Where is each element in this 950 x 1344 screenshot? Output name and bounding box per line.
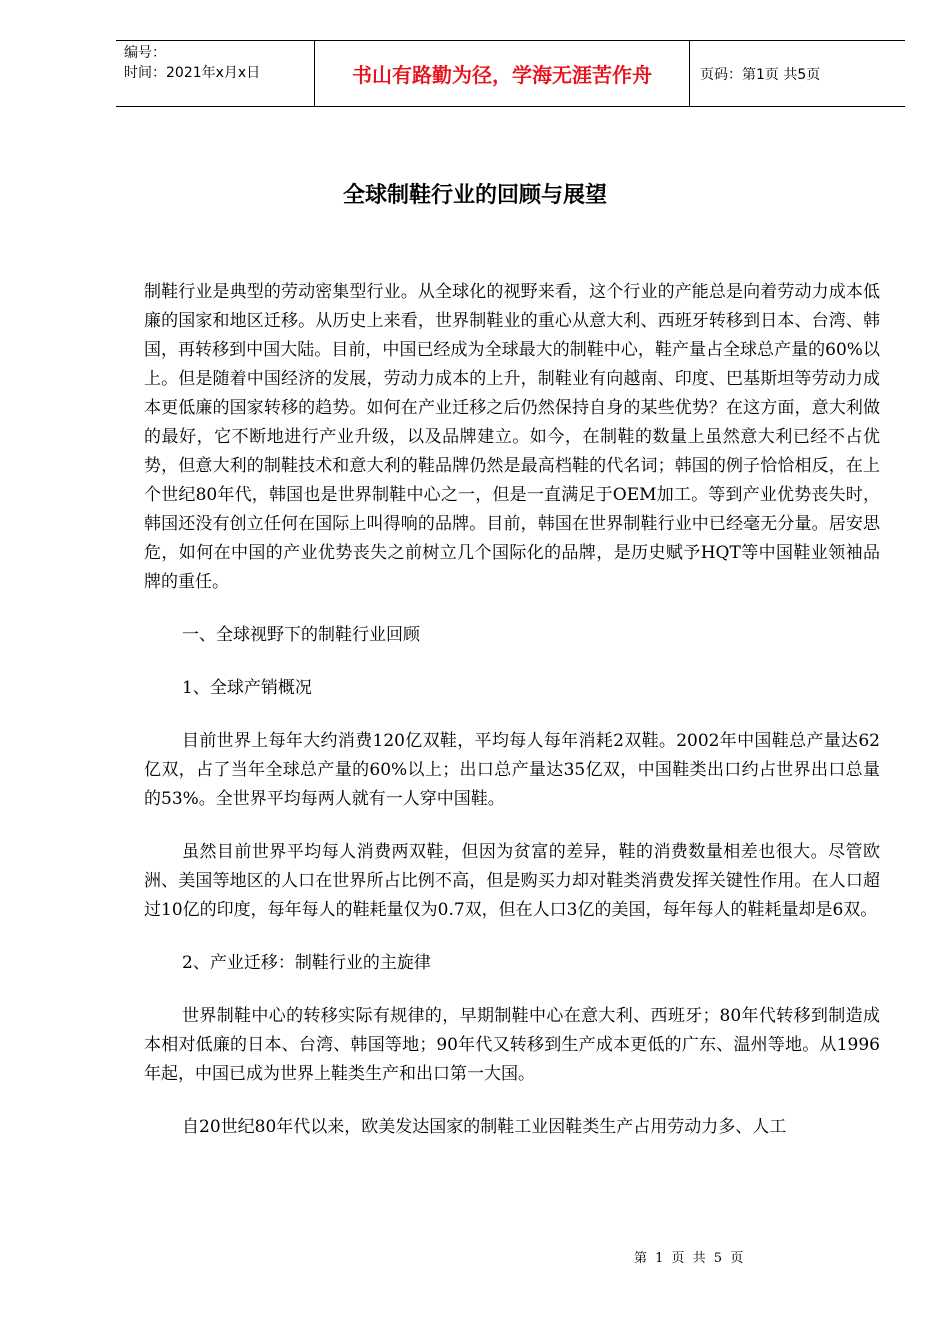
header-motto: 书山有路勤为径，学海无涯苦作舟 [314, 41, 690, 106]
document-body [144, 278, 880, 1142]
document-title: 全球制鞋行业的回顾与展望 [342, 183, 607, 208]
subsection-heading: 1、全球产销概况 [182, 678, 312, 698]
body-paragraph: 目前世界上每年大约消费120亿双鞋，平均每人每年消耗2双鞋。2002年中国鞋总产量达62亿双，占了当年全球总产量的60%以上；出口总产量达35亿双，中国鞋类出口约占世界出口总量的53%。全世界平均每两人就有一人穿中国鞋。 [144, 731, 880, 809]
header-meta [116, 41, 314, 106]
page-footer: 第 1 页 共 5 页 [634, 1251, 746, 1266]
body-paragraph: 自20世纪80年代以来，欧美发达国家的制鞋工业因鞋类生产占用劳动力多、人工 [182, 1117, 787, 1137]
time-label: 时间：2021年x月x日 [124, 65, 261, 81]
page-header [116, 40, 905, 107]
section-heading: 一、全球视野下的制鞋行业回顾 [182, 625, 420, 645]
body-paragraph: 虽然目前世界平均每人消费两双鞋，但因为贫富的差异，鞋的消费数量相差也很大。尽管欧洲、美国等地区的人口在世界所占比例不高，但是购买力却对鞋类消费发挥关键性作用。在人口超过10亿的印度，每年每人的鞋耗量仅为0.7双，但在人口3亿的美国，每年每人的鞋耗量却是6双。 [144, 842, 880, 920]
subsection-heading: 2、产业迁移：制鞋行业的主旋律 [182, 953, 431, 973]
intro-paragraph: 制鞋行业是典型的劳动密集型行业。从全球化的视野来看，这个行业的产能总是向着劳动力成本低廉的国家和地区迁移。从历史上来看，世界制鞋业的重心从意大利、西班牙转移到日本、台湾、韩国，再转移到中国大陆。目前，中国已经成为全球最大的制鞋中心，鞋产量占全球总产量的60%以上。但是随着中国经济的发展，劳动力成本的上升，制鞋业有向越南、印度、巴基斯坦等劳动力成本更低廉的国家转移的趋势。如何在产业迁移之后仍然保持自身的某些优势？在这方面，意大利做的最好，它不断地进行产业升级，以及品牌建立。如今，在制鞋的数量上虽然意大利已经不占优势，但意大利的制鞋技术和意大利的鞋品牌仍然是最高档鞋的代名词；韩国的例子恰恰相反，在上个世纪80年代，韩国也是世界制鞋中心之一，但是一直满足于OEM加工。等到产业优势丧失时，韩国还没有创立任何在国际上叫得响的品牌。目前，韩国在世界制鞋行业中已经毫无分量。居安思危，如何在中国的产业优势丧失之前树立几个国际化的品牌，是历史赋予HQT等中国鞋业领袖品牌的重任。 [144, 282, 880, 592]
number-label: 编号： [124, 45, 166, 61]
body-paragraph: 世界制鞋中心的转移实际有规律的，早期制鞋中心在意大利、西班牙；80年代转移到制造成本相对低廉的日本、台湾、韩国等地；90年代又转移到生产成本更低的广东、温州等地。从1996年起，中国已成为世界上鞋类生产和出口第一大国。 [144, 1006, 880, 1084]
header-page-label: 页码：第1页 共5页 [700, 66, 821, 83]
